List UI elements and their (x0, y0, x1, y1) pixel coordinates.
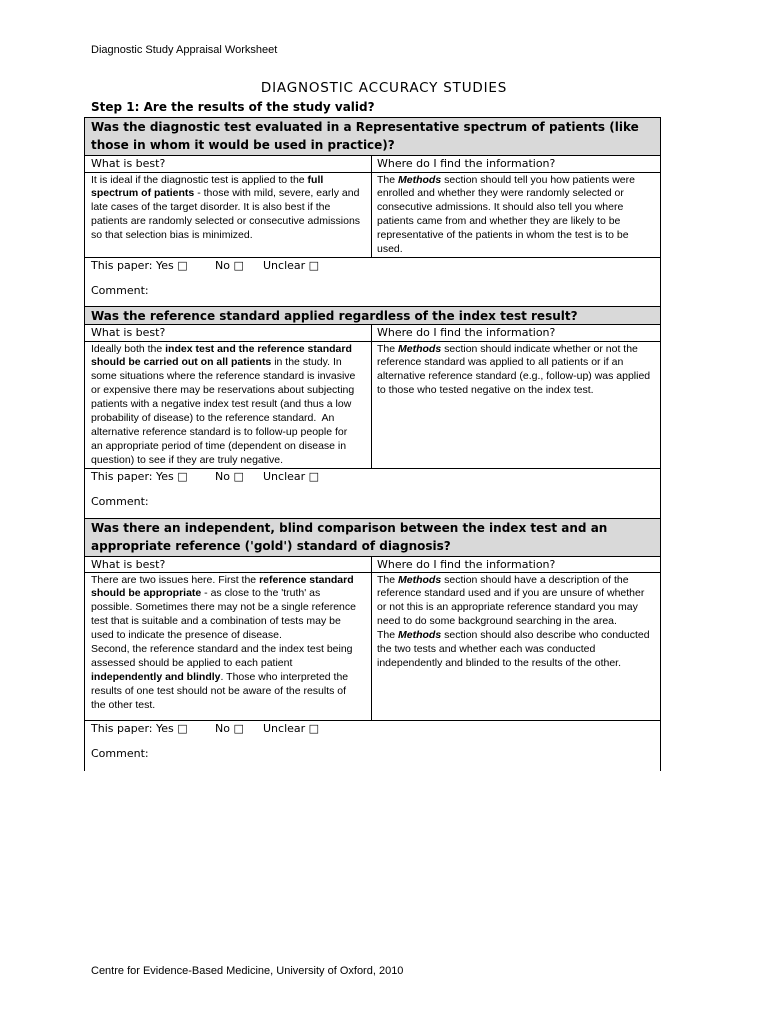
text-line (91, 574, 371, 588)
text-run: or not this is an appropriate reference standard you may (377, 601, 638, 614)
text-run: some situations where the reference standard is invasive (91, 370, 356, 383)
text-run: The (377, 342, 399, 355)
text-line (91, 454, 371, 468)
where-to-find-text (372, 173, 660, 257)
bold-italic-text-run: Methods (398, 629, 442, 642)
text-run: so that selection bias is minimized. (91, 229, 253, 242)
what-is-best-text (85, 173, 372, 257)
bold-text-run: full (307, 173, 324, 186)
text-line (91, 643, 371, 657)
text-run: reference standard was applied to all patients or if an (377, 356, 624, 369)
text-line (377, 629, 660, 643)
text-line (91, 356, 371, 370)
text-run: an appropriate period of time (dependent on disease in (91, 439, 347, 452)
text-line (91, 426, 371, 440)
text-line (91, 215, 371, 229)
text-line (91, 370, 371, 384)
text-line (91, 615, 371, 629)
unclear-option: Unclear □ (263, 470, 320, 483)
guidance-row (85, 573, 660, 721)
text-line (377, 601, 660, 615)
bold-text-run: spectrum of patients (91, 187, 195, 200)
where-to-find-text (372, 573, 660, 720)
text-run: There are two issues here. First the (91, 573, 260, 586)
answer-row (85, 258, 660, 307)
column-header-row (85, 156, 660, 173)
text-run: assessed should be applied to each patient (91, 656, 293, 669)
text-line (91, 343, 371, 357)
text-run: patients are randomly selected or consecutive admissions (91, 215, 361, 228)
question-line: Was the reference standard applied regardless of the index test result? (91, 309, 578, 323)
text-run: late cases of the target disorder. It is also best if the (91, 201, 331, 214)
text-line (91, 699, 371, 713)
text-line (377, 615, 660, 629)
text-run: results of one test should not be aware of the results of (91, 684, 347, 697)
text-run: enrolled and whether they were randomly selected or (377, 187, 624, 200)
text-run: Ideally both the (91, 342, 166, 355)
what-is-best-text (85, 342, 372, 468)
bold-text-run: should be appropriate (91, 587, 202, 600)
no-option: No □ (215, 259, 244, 272)
answer-row (85, 469, 660, 519)
text-run: . Those who interpreted the (220, 670, 349, 683)
text-run: section should tell you how patients were (441, 173, 635, 186)
no-option: No □ (215, 722, 244, 735)
what-is-best-header: What is best? (85, 557, 372, 572)
appraisal-table (84, 117, 661, 771)
text-line (91, 629, 371, 643)
text-line (377, 201, 660, 215)
text-line (377, 574, 660, 588)
unclear-option: Unclear □ (263, 259, 320, 272)
text-run: alternative reference standard is to follow-up people for (91, 425, 348, 438)
answer-row (85, 721, 660, 771)
text-run: the other test. (91, 698, 156, 711)
text-run: reference standard used and if you are unsure of whether (377, 587, 645, 600)
text-line (377, 643, 660, 657)
text-run: The (377, 629, 399, 642)
bold-text-run: reference standard (259, 573, 354, 586)
guidance-row (85, 342, 660, 469)
text-line (91, 685, 371, 699)
text-line (91, 587, 371, 601)
question-line: Was there an independent, blind comparison between the index test and an (91, 521, 608, 535)
text-run: consecutive admissions. It should also tell you where (377, 201, 624, 214)
question-line: Was the diagnostic test evaluated in a Representative spectrum of patients (like (91, 120, 639, 134)
text-run: section should have a description of the (441, 573, 629, 586)
step-heading: Step 1: Are the results of the study valid? (91, 100, 375, 114)
comment-label: Comment: (91, 746, 149, 760)
text-line (91, 601, 371, 615)
text-line (91, 398, 371, 412)
no-option: No □ (215, 470, 244, 483)
text-run: section should also describe who conducted (441, 629, 650, 642)
text-line (91, 174, 371, 188)
column-header-row (85, 557, 660, 573)
where-to-find-header: Where do I find the information? (377, 326, 556, 339)
text-run: The (377, 173, 399, 186)
question-header (85, 118, 660, 156)
comment-label: Comment: (91, 283, 149, 297)
text-run: used to indicate the presence of disease. (91, 629, 282, 642)
text-run: representative of the patients in whom the test is to be (377, 229, 629, 242)
what-is-best-header: What is best? (85, 325, 372, 341)
text-run: Second, the reference standard and the index test being (91, 643, 353, 656)
text-run: probability of disease) to the reference standard. An (91, 412, 335, 425)
text-line (377, 215, 660, 229)
guidance-row (85, 173, 660, 258)
page-header: Diagnostic Study Appraisal Worksheet (91, 44, 278, 56)
text-run: or expensive there may be reservations about subjecting (91, 384, 355, 397)
text-run: to those who tested negative on the index test. (377, 384, 594, 397)
what-is-best-text (85, 573, 372, 720)
text-line (377, 587, 660, 601)
this-paper-yes-option: This paper: Yes □ (91, 259, 188, 272)
text-run: the two tests and whether each was conducted (377, 643, 596, 656)
what-is-best-header: What is best? (85, 156, 372, 172)
text-run: patients came from and whether they are likely to be (377, 215, 621, 228)
text-line (91, 657, 371, 671)
text-run: need to do some background searching in the area. (377, 615, 617, 628)
question-header (85, 307, 660, 325)
bold-text-run: index test and the reference standard (165, 342, 352, 355)
text-line (377, 174, 660, 188)
text-line (377, 657, 660, 671)
page-footer: Centre for Evidence-Based Medicine, University of Oxford, 2010 (91, 965, 404, 977)
text-run: patients with a negative index test result (and thus a low (91, 398, 352, 411)
document-title: DIAGNOSTIC ACCURACY STUDIES (260, 80, 508, 96)
text-line (377, 243, 660, 257)
text-run: test that is suitable and a combination of tests may be (91, 615, 341, 628)
where-to-find-text (372, 342, 660, 468)
where-to-find-header: Where do I find the information? (377, 558, 556, 571)
bold-italic-text-run: Methods (398, 342, 442, 355)
text-line (91, 384, 371, 398)
question-line: appropriate reference ('gold') standard of diagnosis? (91, 539, 451, 553)
text-line (91, 671, 371, 685)
text-line (377, 343, 660, 357)
this-paper-yes-option: This paper: Yes □ (91, 470, 188, 483)
text-line (377, 356, 660, 370)
text-run: It is ideal if the diagnostic test is applied to the (91, 173, 308, 186)
comment-label: Comment: (91, 494, 149, 508)
text-run: question) to see if they are truly negative. (91, 453, 284, 466)
text-run: section should indicate whether or not the (441, 342, 638, 355)
text-run: The (377, 573, 399, 586)
text-line (377, 384, 660, 398)
bold-text-run: independently and blindly (91, 670, 221, 683)
column-header-row (85, 325, 660, 342)
text-line (91, 201, 371, 215)
text-run: independently and blinded to the results of the other. (377, 656, 622, 669)
where-to-find-header: Where do I find the information? (377, 157, 556, 170)
text-line (377, 187, 660, 201)
text-run: - as close to the 'truth' as (201, 587, 321, 600)
text-line (91, 187, 371, 201)
bold-italic-text-run: Methods (398, 573, 442, 586)
text-line (377, 229, 660, 243)
unclear-option: Unclear □ (263, 722, 320, 735)
text-run: possible. Sometimes there may not be a single reference (91, 601, 356, 614)
question-header (85, 519, 660, 557)
text-line (91, 412, 371, 426)
text-line (377, 370, 660, 384)
bold-italic-text-run: Methods (398, 173, 442, 186)
text-line (91, 440, 371, 454)
bold-text-run: should be carried out on all patients (91, 356, 272, 369)
text-run: used. (377, 243, 403, 256)
this-paper-yes-option: This paper: Yes □ (91, 722, 188, 735)
text-run: alternative reference standard (e.g., follow-up) was applied (377, 370, 651, 383)
text-run: in the study. In (271, 356, 342, 369)
text-run: - those with mild, severe, early and (194, 187, 360, 200)
text-line (91, 229, 371, 243)
question-line: those in whom it would be used in practice)? (91, 138, 395, 152)
